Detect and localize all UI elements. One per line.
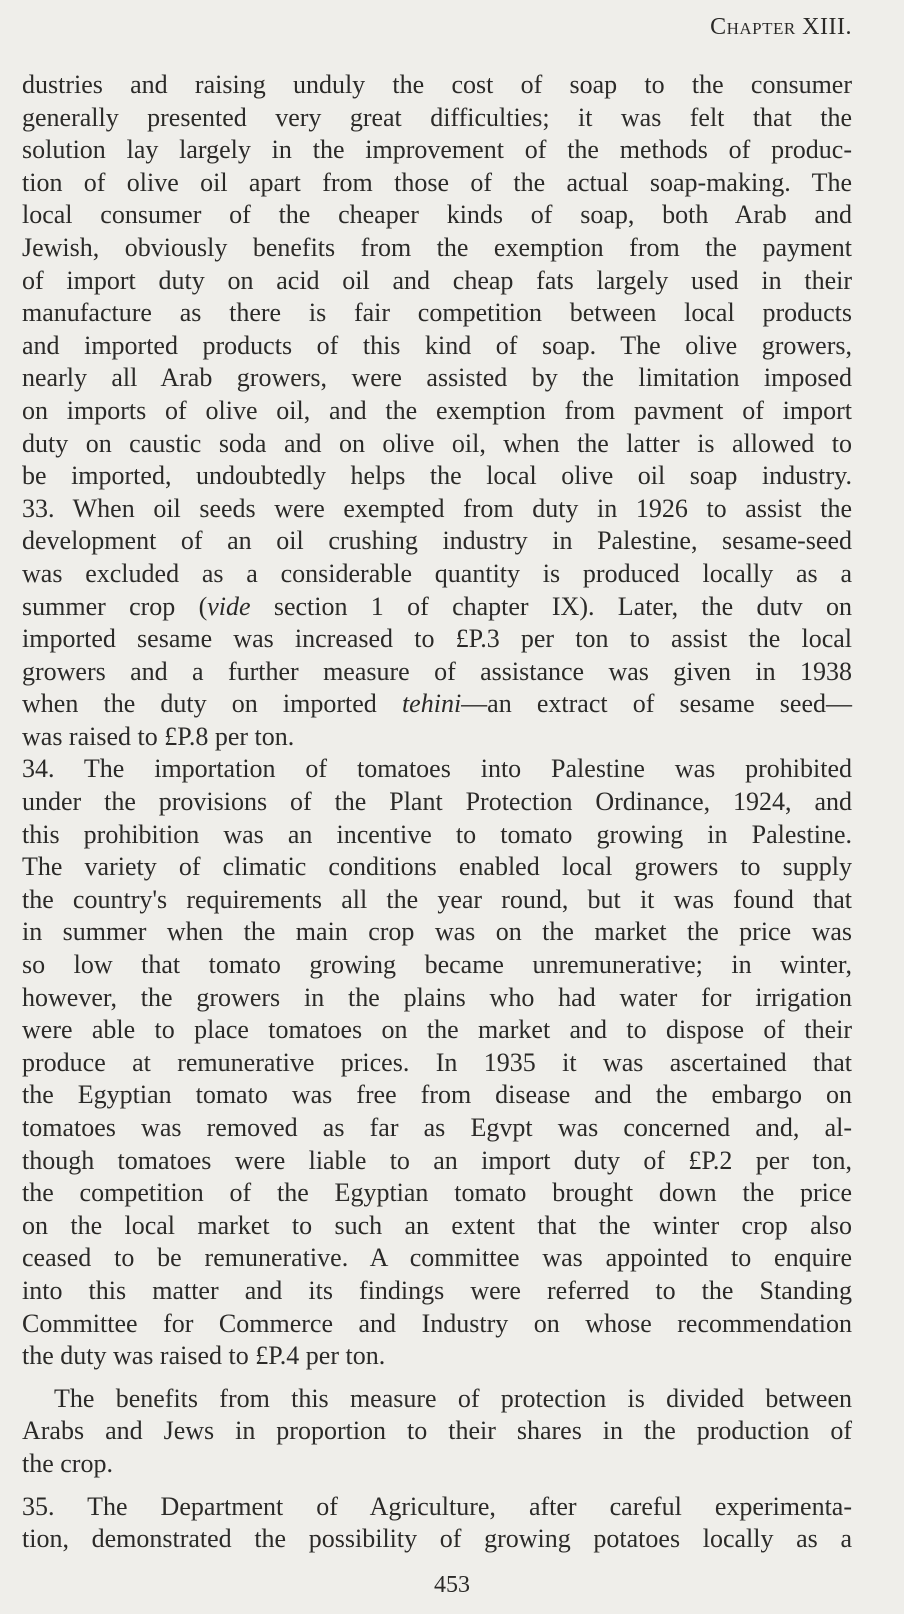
text-segment: when the duty on imported [22, 689, 402, 719]
text-segment: summer crop ( [22, 591, 208, 621]
paragraph [22, 1491, 852, 1556]
text-line: the country's requirements all the year round, but it was found that [22, 884, 852, 914]
text-line: into this matter and its findings were referred to the Standing [22, 1275, 852, 1305]
text-line: tomatoes was removed as far as Egvpt was concerned and, al- [22, 1113, 852, 1142]
text-line: ceased to be remunerative. A committee was appointed to enquire [22, 1243, 852, 1273]
text-line: the Egyptian tomato was free from disease and the embargo on [22, 1080, 852, 1110]
text-line: be imported, undoubtedly helps the local olive oil soap industry. [22, 461, 852, 491]
paragraph [22, 493, 852, 754]
text-line: produce at remunerative prices. In 1935 it was ascertained that [22, 1047, 852, 1077]
text-line: was raised to £P.8 per ton. [22, 721, 295, 751]
text-line: growers and a further measure of assistance was given in 1938 [22, 656, 852, 686]
text-line: the crop. [22, 1448, 113, 1478]
text-line: 35. The Department of Agriculture, after careful experimenta- [22, 1491, 852, 1521]
text-line: though tomatoes were liable to an import duty of £P.2 per ton, [22, 1145, 852, 1175]
italic-term: vide [207, 591, 251, 621]
text-segment: section 1 of chapter IX). Later, the dutv on [250, 591, 852, 621]
paragraph [22, 69, 852, 493]
text-line [22, 688, 852, 721]
text-line: on imports of olive oil, and the exemption from pavment of import [22, 395, 852, 425]
paragraph [22, 1383, 852, 1481]
text-line: so low that tomato growing became unremunerative; in winter, [22, 950, 852, 980]
text-line: duty on caustic soda and on olive oil, when the latter is allowed to [22, 428, 852, 458]
text-line: Arabs and Jews in proportion to their shares in the production of [22, 1416, 852, 1446]
text-line: the duty was raised to £P.4 per ton. [22, 1341, 386, 1371]
text-line: The variety of climatic conditions enabled local growers to supply [22, 852, 852, 882]
text-line: Jewish, obviously benefits from the exemption from the payment [22, 232, 852, 262]
paragraph [22, 753, 852, 1372]
text-line: imported sesame was increased to £P.3 per ton to assist the local [22, 624, 852, 654]
text-line: development of an oil crushing industry in Palestine, sesame-seed [22, 526, 852, 556]
text-line: and imported products of this kind of soap. The olive growers, [22, 330, 852, 360]
page-body [22, 69, 852, 1556]
text-line: tion, demonstrated the possibility of growing potatoes locally as a [22, 1524, 852, 1554]
text-line: under the provisions of the Plant Protection Ordinance, 1924, and [22, 787, 852, 817]
text-line: dustries and raising unduly the cost of soap to the consumer [22, 70, 852, 99]
text-line: generally presented very great difficulties; it was felt that the [22, 102, 852, 132]
page-number: 453 [434, 1572, 470, 1598]
text-line: solution lay largely in the improvement of the methods of produc- [22, 135, 852, 165]
text-line: in summer when the main crop was on the market the price was [22, 917, 852, 947]
text-line: however, the growers in the plains who had water for irrigation [22, 982, 852, 1012]
text-line: this prohibition was an incentive to tomato growing in Palestine. [22, 819, 852, 849]
text-line: nearly all Arab growers, were assisted by the limitation imposed [22, 363, 852, 393]
chapter-header: Chapter XIII. [710, 14, 852, 40]
text-line: on the local market to such an extent that the winter crop also [22, 1210, 852, 1240]
text-line: 34. The importation of tomatoes into Palestine was prohibited [22, 754, 852, 784]
text-line: of import duty on acid oil and cheap fats largely used in their [22, 265, 852, 295]
text-line: The benefits from this measure of protection is divided between [54, 1383, 852, 1413]
text-line: tion of olive oil apart from those of the actual soap-making. The [22, 167, 852, 197]
text-line: the competition of the Egyptian tomato brought down the price [22, 1178, 852, 1208]
italic-term: tehini [401, 689, 462, 719]
text-line: Committee for Commerce and Industry on whose recommendation [22, 1308, 852, 1338]
text-line: was excluded as a considerable quantity is produced locally as a [22, 558, 852, 588]
text-line: were able to place tomatoes on the market and to dispose of their [22, 1015, 852, 1045]
text-segment: —an extract of sesame seed— [461, 689, 852, 719]
text-line: 33. When oil seeds were exempted from duty in 1926 to assist the [22, 493, 852, 523]
text-line [22, 591, 852, 624]
text-line: manufacture as there is fair competition between local products [22, 298, 852, 328]
text-line: local consumer of the cheaper kinds of soap, both Arab and [22, 200, 852, 230]
